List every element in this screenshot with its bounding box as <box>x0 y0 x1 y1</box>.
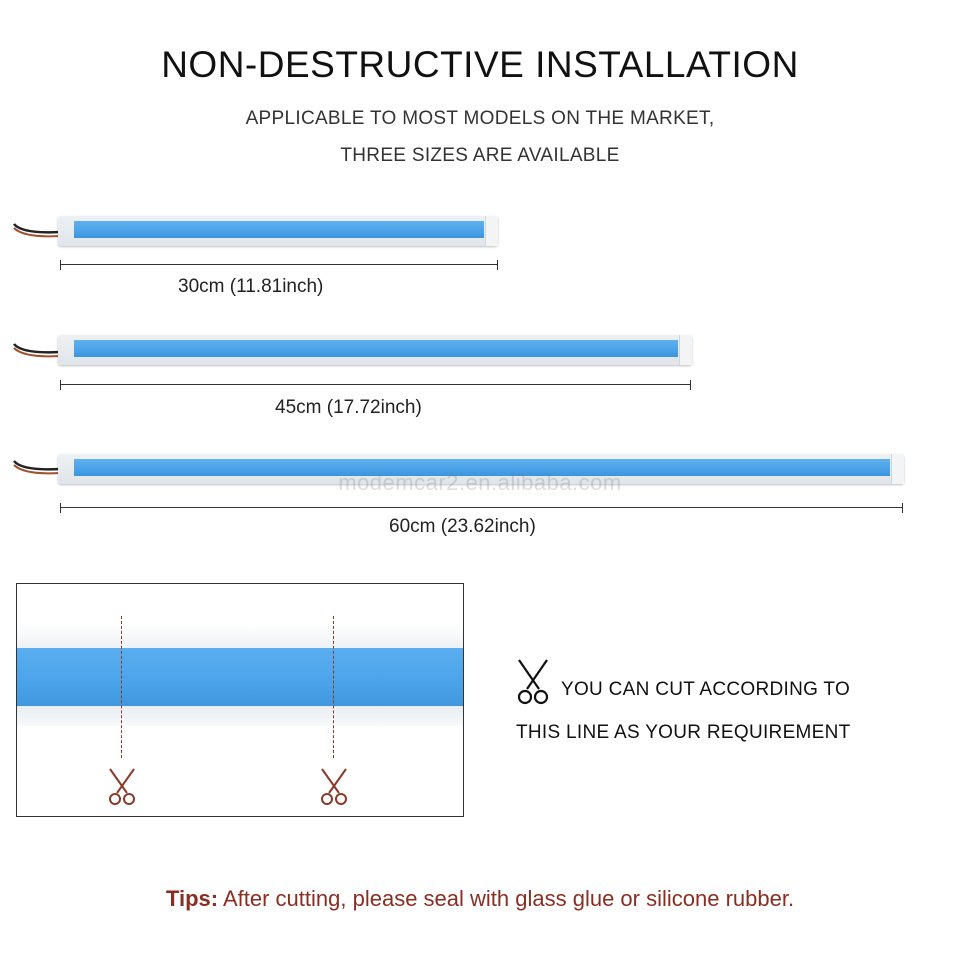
measure-line-45cm <box>60 380 691 390</box>
tips-body: After cutting, please seal with glass glue or silicone rubber. <box>222 886 795 911</box>
cut-line <box>333 616 334 758</box>
cut-instruction-line-2: THIS LINE AS YOUR REQUIREMENT <box>516 722 851 743</box>
led-strip-30cm <box>58 216 498 246</box>
cut-instruction-line-1: YOU CAN CUT ACCORDING TO <box>561 679 851 700</box>
watermark: modemcar2.en.alibaba.com <box>338 470 622 495</box>
scissors-icon <box>317 767 351 807</box>
tips-label: Tips: <box>165 886 219 911</box>
cut-line <box>121 616 122 758</box>
scissors-icon <box>105 767 139 807</box>
cut-detail-panel <box>16 583 464 817</box>
subtitle-line-2: THREE SIZES ARE AVAILABLE <box>340 145 620 166</box>
subtitle-line-1: APPLICABLE TO MOST MODELS ON THE MARKET, <box>245 108 715 129</box>
strip-casing-top <box>17 624 463 649</box>
strip-casing-bottom <box>17 706 463 726</box>
wire-icon <box>12 338 62 360</box>
size-label-60cm: 60cm (23.62inch) <box>389 516 536 537</box>
size-label-30cm: 30cm (11.81inch) <box>178 276 324 297</box>
tips-text <box>0 886 960 912</box>
wire-icon <box>12 218 62 240</box>
measure-line-60cm <box>60 503 903 513</box>
page-title: NON-DESTRUCTIVE INSTALLATION <box>161 44 799 85</box>
scissors-icon <box>514 658 552 706</box>
size-label-45cm: 45cm (17.72inch) <box>275 397 422 418</box>
strip-led-band <box>17 648 463 706</box>
measure-line-30cm <box>60 260 498 270</box>
led-strip-45cm <box>58 335 692 365</box>
